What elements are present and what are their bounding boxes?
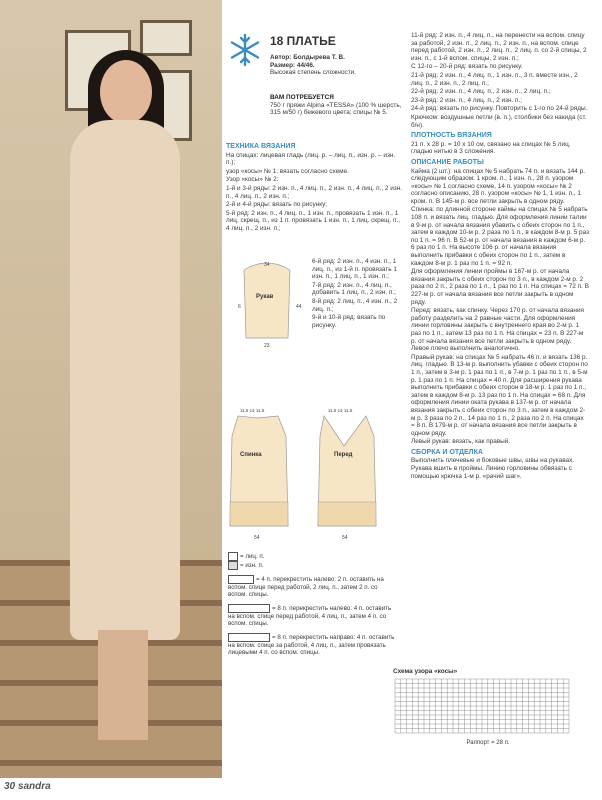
back-text: Спинка: по длинной стороне каймы на спицах № 5 набрать 108 п. и вязать лиц. гладью. Для оформления линии талии в 9-м р. от начала вязания убавить с обеих сторон по 1 п., затем в каждом 10-м р. 2 раза по 1 п., в каждом 8-м р. 5 раз по 1 п. = 96 п. В 52-м р. от начала вязания в каждом 6-м р. 6 раз по 1 п. На высоте 106 р. от начала вязания выполнить прибавки с обеих сторон по 1 п., затем в каждом 8-м р. 1 раз по 1 п. = 92 п. — [411, 206, 589, 267]
pattern-row-text: 21-й ряд: 2 изн. п., 4 лиц. п., 1 изн. п., 3 п. вместе изн., 2 лиц. п., 2 изн. п., 2 лиц. п.; — [411, 71, 578, 87]
description-heading: ОПИСАНИЕ РАБОТЫ — [411, 158, 484, 166]
materials-block — [270, 94, 405, 117]
front-text: Перед: вязать, как спинку. Через 170 р. от начала вязания работу разделить на 2 равные части. Для оформления линии горловины закрыть с внутреннего края во 2-м р. 1 раз по 1 п., затем 13 раз по 1 п. На спицах = 23 п. В 227-м р. от начала вязания все петли закрыть в одном ряду. Левое плечо выполнить аналогично. — [411, 307, 584, 353]
photo-legs — [98, 630, 148, 740]
technique-heading: ТЕХНИКА ВЯЗАНИЯ — [226, 143, 296, 150]
sleeve-label: Рукав — [256, 294, 274, 300]
technique-text: 7-й ряд: 2 изн. п., 4 лиц. п., добавить 1 лиц. п., 2 изн. п.; — [312, 281, 396, 297]
sleeve-h-dim: 6 — [238, 304, 241, 310]
legend-row: = лиц. п. — [228, 552, 396, 561]
knit-symbol — [228, 552, 238, 561]
purl-symbol — [228, 561, 238, 570]
difficulty: Высокая степень сложности. — [270, 69, 356, 77]
assembly-heading: СБОРКА И ОТДЕЛКА — [411, 448, 483, 456]
left-sleeve-text: Левый рукав: вязать, как правый. — [411, 438, 511, 446]
density-heading: ПЛОТНОСТЬ ВЯЗАНИЯ — [411, 132, 492, 140]
cable-chart — [393, 668, 583, 748]
technique-text: 6-й ряд: 2 изн. п., 4 изн. п., 1 лиц. п., из 1-й п. провязать 1 изн. п., 1 лиц. п., 1 изн. п.; — [312, 258, 397, 281]
legend-row: = изн. п. — [228, 561, 396, 570]
materials-text: 750 г пряжи Alpina «TESSA» (100 % шерсть, 315 м/50 г) бежевого цвета; спицы № 5. — [270, 101, 402, 117]
snowflake-icon — [227, 32, 263, 68]
technique-text: 5-й ряд: 2 изн. п., 4 лиц. п., 1 изн. п., провязать 1 изн. п., 1 лиц. скрещ. п., из 1 п. провязать 1 изн. п., 1 лиц. скрещ. п., 4 лиц. п., 2 изн. п.; — [226, 209, 401, 232]
sleeve-bottom-dim: 23 — [264, 343, 270, 349]
technique-text: 2-й и 4-й ряды: вязать по рисунку; — [226, 201, 328, 209]
pattern-row-text: 11-й ряд: 2 изн. п., 4 лиц. п., на перенести на вспом. спицу за работой, 2 изн. п., 2 лиц. п., 2 изн. п., на вспом. спице перед работой, 2 изн. п., 2 лиц. п., 2 лиц. п. со 2-й спицы, 2 изн. п., с 1-й вспом. спицы, 2 изн. п.; — [411, 32, 587, 62]
legend-row: = 8 п. перекрестить направо: 4 п. оставить на вспом. спице за работой, 4 лиц. п., затем провязать лицевыми 4 п. со вспом. спицы. — [228, 633, 395, 657]
rapport-label: Раппорт = 28 п. — [466, 740, 510, 746]
density-text: 21 п. х 28 р. = 10 х 10 см, связано на спицах № 5 лиц. гладью нитью в 3 сложения. — [411, 140, 571, 156]
technique-text: Узор «косы» № 2: — [226, 176, 279, 184]
pattern-row-text: 24-й ряд: вязать по рисунку. Повторить с 1-го по 24-й ряды. — [411, 105, 588, 113]
photo-dress — [70, 120, 180, 640]
cable-chart-grid — [393, 677, 583, 735]
materials-heading: ВАМ ПОТРЕБУЕТСЯ — [270, 94, 334, 101]
body-schematics — [226, 406, 406, 546]
cable4-symbol — [228, 575, 254, 584]
page-footer: 30 sandra — [4, 781, 51, 792]
front-bottom-dim: 54 — [342, 535, 348, 541]
legend-row: = 4 п. перекрестить налево: 2 п. оставить на вспом. спице перед работой, 2 лиц. п., затем 2 п. со вспом. спицы. — [228, 576, 384, 599]
cable-chart-title: Схема узора «косы» — [393, 668, 458, 675]
author: Автор: Болдырева Т. В. — [270, 54, 345, 61]
size: Размер: 44/46. — [270, 61, 315, 69]
technique-text: узор «косы» № 1: вязать согласно схеме. — [226, 167, 349, 175]
technique-text: 9-й и 10-й ряд: вязать по рисунку. — [312, 314, 386, 329]
technique-column — [226, 140, 404, 234]
model-photo — [0, 0, 222, 778]
sleeve-text: Правый рукав: на спицах № 5 набрать 46 п. и вязать 136 р. лиц. гладью. В 13-м р. выполнить убавки с обеих сторон по 1 п., затем в 3-м р. 1 раз по 1 п., в 7-м р. 1 раз по 1 п., в 5-м р. 1 раз по 1 п. На спицах = 40 п. Для расширения рукава выполнить прибавки с обеих сторон в 18-м р. 1 раз по 1 п., затем в каждом 8-м р. 13 раз по 1 п. На спицах = 68 п. Для оформления линии оката рукава в 137-м р. от начала вязания закрыть с обеих сторон по 3 п., затем в каждом 2-м р. 3 раза по 2 п., 14 раз по 1 п., 2 раза по 2 п. На спицах = 8 п. В 179-м р. от начала вязания все петли закрыть в одном ряду. — [411, 353, 588, 437]
pattern-meta — [270, 54, 405, 77]
sleeve-side-dim: 44 — [296, 304, 302, 310]
border-text: Кайма (2 шт.): на спицах № 5 набрать 74 п. и вязать 144 р. следующим образом: 1 кром. п., 1 изн. п., 28 п. узором «косы» № 1 согласно схеме, 14 п. узором «косы» № 2 согласно описанию, 28 п. узором «косы» № 1, 1 изн. п., 1 кром. п. В 145-м р. все петли закрыть в одном ряду. — [411, 167, 585, 205]
photo-face — [100, 60, 152, 124]
crochet-text: Крючком: воздушные петли (в. п.), столбики без накида (ст. б/н). — [411, 113, 587, 129]
assembly-text: Выполнить плечевые и боковые швы, швы на рукавах. Рукава вшить в проймы. Линию горловины обвязать с помощью крючка 1-м р. «рачий шаг». — [411, 457, 575, 480]
back-label: Спинка — [240, 452, 262, 458]
front-label: Перед — [334, 452, 353, 458]
pattern-row-text: 23-й ряд: 2 изн. п., 4 лиц. п., 2 изн. п.; — [411, 96, 523, 104]
cable8-right-symbol — [228, 633, 270, 642]
back-bottom-dim: 54 — [254, 535, 260, 541]
armhole-text: Для оформления линии проймы в 167-м р. от начала вязания закрыть с обеих сторон по 3 п., в каждом 2-м р. 2 раза по 2 п., 2 раза по 1 п., 1 раз по 1 п. На спицах = 72 п. В 227-м р. от начала вязания все петли закрыть в одном ряду. — [411, 268, 589, 306]
description-column — [411, 32, 589, 481]
technique-column-2 — [312, 258, 404, 330]
pattern-row-text: С 12-го – 20-й ряд: вязать по рисунку. — [411, 63, 523, 71]
sleeve-schematic — [226, 258, 308, 350]
back-top-dim: 11.5 14 11.5 — [240, 408, 265, 413]
cable8-left-symbol — [228, 604, 270, 613]
technique-text: 1-й и 3-й ряды: 2 изн. п., 4 лиц. п., 2 изн. п., 4 лиц. п., 2 изн. п., 4 лиц. п., 2 изн. п.; — [226, 184, 402, 200]
technique-text: 8-й ряд: 2 лиц. п., 4 изн. п., 2 лиц. п.; — [312, 297, 398, 313]
photo-frame — [140, 20, 192, 56]
technique-text: На спицах: лицевая гладь (лиц. р. – лиц. п., изн. р. – изн. п.); — [226, 151, 396, 167]
front-top-dim: 11.5 14 11.5 — [328, 408, 353, 413]
legend-row: = 8 п. перекрестить налево: 4 п. оставить на вспом. спице перед работой, 4 лиц. п., затем 4 п. со вспом. спицы. — [228, 604, 392, 628]
pattern-title: 18 ПЛАТЬЕ — [270, 34, 336, 48]
sleeve-top-dim: 34 — [264, 262, 270, 268]
chart-legend — [228, 552, 396, 656]
pattern-row-text: 22-й ряд: 2 изн. п., 4 лиц. п., 2 изн. п., 2 лиц. п.; — [411, 88, 551, 96]
